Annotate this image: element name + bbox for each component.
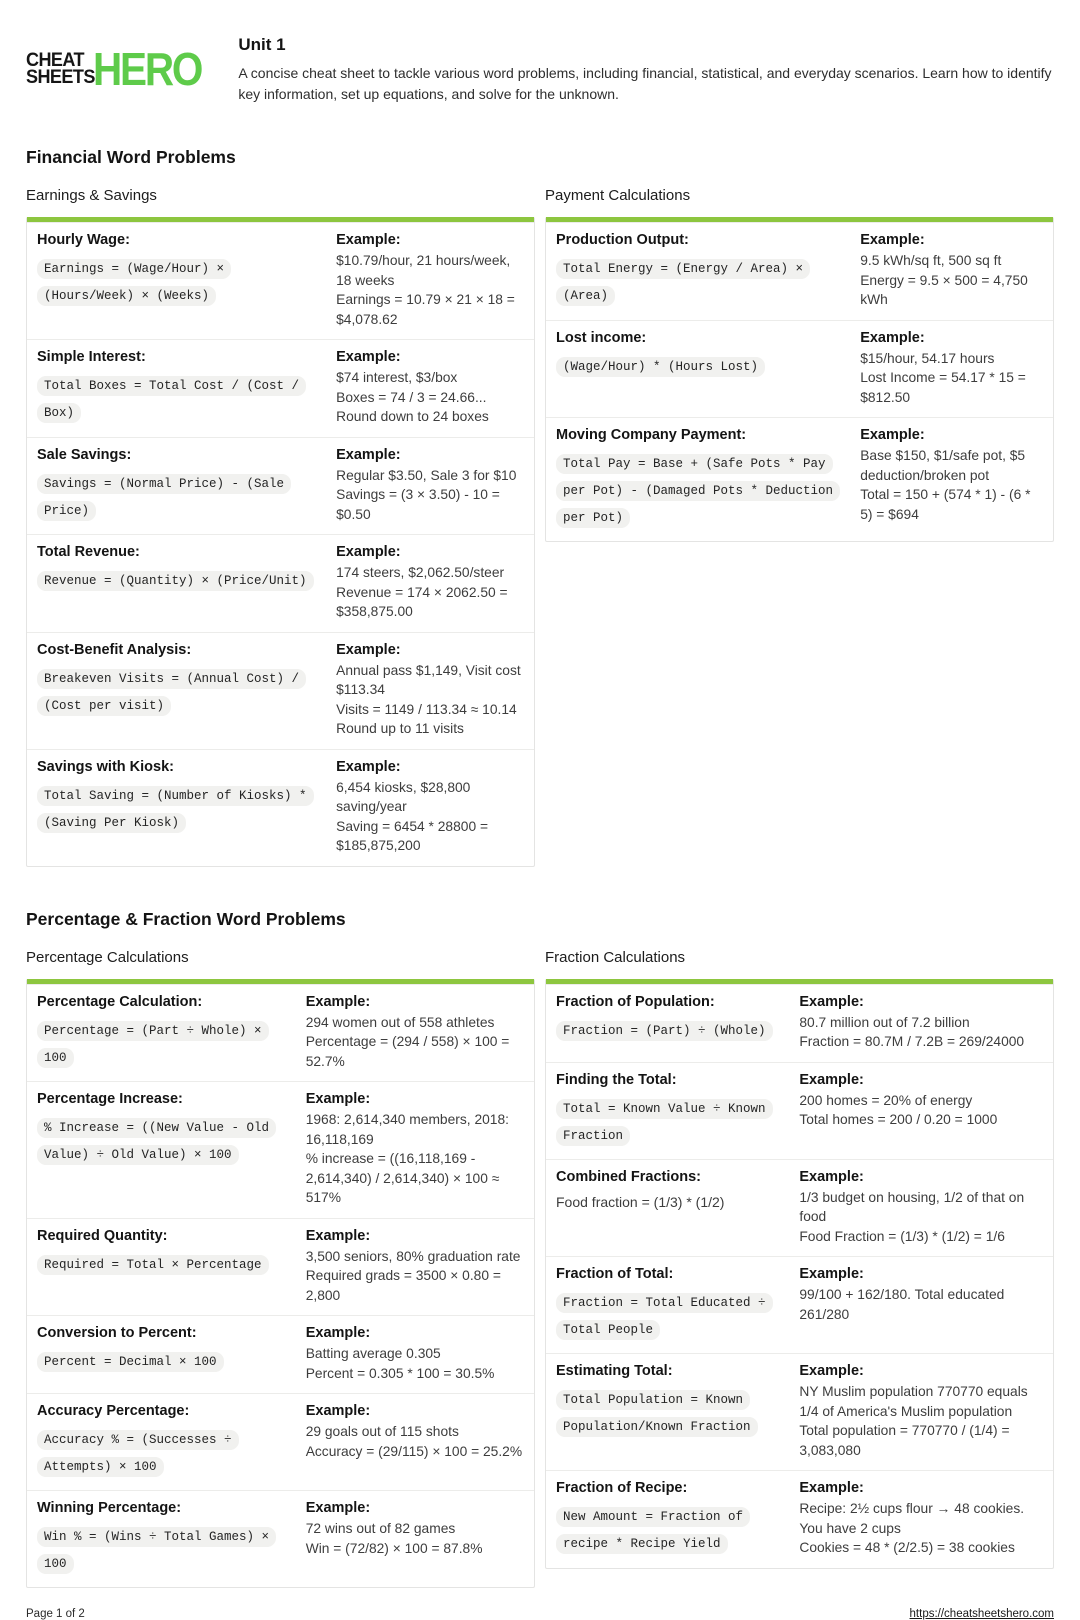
example-cell: [296, 1325, 534, 1383]
term-cell: [27, 642, 326, 739]
example-cell: [326, 759, 534, 856]
formula-row: [27, 984, 534, 1082]
example-cell: [789, 1169, 1053, 1247]
formula-row: [27, 437, 534, 535]
example-cell: [326, 447, 534, 525]
term-label: Savings with Kiosk:: [37, 758, 174, 775]
section: [26, 909, 1054, 1589]
example-label: Example:: [336, 232, 401, 248]
example-line: Saving = 6454 * 28800 = $185,875,200: [336, 818, 489, 853]
sections-container: [26, 105, 1054, 1588]
term-cell: [27, 759, 326, 856]
formula: [556, 1386, 779, 1440]
column: [26, 168, 535, 867]
term-label: Conversion to Percent:: [37, 1325, 197, 1341]
example-line: Total population = 770770 / (1/4) = 3,083,080: [799, 1423, 1010, 1458]
formula-row: [27, 1081, 534, 1218]
columns-wrap: [26, 168, 1054, 867]
card: [545, 217, 1054, 542]
example-line: Cookies = 48 * (2/2.5) = 38 cookies: [799, 1540, 1015, 1555]
example-cell: [789, 1266, 1053, 1343]
page-header: [26, 33, 1054, 105]
formula-code: Total Boxes = Total Cost / (Cost / Box): [37, 376, 306, 423]
column: [545, 930, 1054, 1569]
example-label: Example:: [860, 329, 925, 346]
site-link[interactable]: https://cheatsheetshero.com: [909, 1608, 1054, 1620]
term-cell: [546, 1169, 789, 1247]
formula-code: Total = Known Value ÷ Known Fraction: [556, 1099, 773, 1146]
term-label: Cost-Benefit Analysis:: [37, 641, 192, 658]
example-label: Example:: [799, 993, 864, 1010]
example-label: Example:: [336, 544, 401, 560]
example-line: Accuracy = (29/115) × 100 = 25.2%: [305, 1443, 523, 1459]
formula-row: [546, 1470, 1053, 1568]
formula-row: [27, 1218, 534, 1316]
example-line: Total = 150 + (574 * 1) - (6 * 5) = $694: [860, 487, 1031, 522]
formula-row: [546, 1159, 1053, 1257]
formula-code: % Increase = ((New Value - Old Value) ÷ Old Value) × 100: [37, 1118, 276, 1165]
term-cell: [27, 447, 326, 525]
example-label: Example:: [336, 758, 401, 775]
columns-wrap: [26, 930, 1054, 1589]
formula: [37, 1523, 286, 1577]
example-label: Example:: [799, 1168, 864, 1185]
term-cell: [27, 1228, 296, 1306]
example-line: Total homes = 200 / 0.20 = 1000: [799, 1112, 998, 1127]
example-line: Fraction = 80.7M / 7.2B = 269/24000: [799, 1034, 1025, 1049]
example-line: Round down to 24 boxes: [336, 409, 489, 424]
example-line: 9.5 kWh/sq ft, 500 sq ft: [860, 253, 1002, 268]
example-cell: [850, 427, 1053, 531]
term-label: Fraction of Recipe:: [556, 1480, 688, 1496]
example-label: Example:: [305, 1325, 371, 1341]
example-cell: [296, 1500, 534, 1577]
section-heading: Financial Word Problems: [26, 147, 236, 167]
formula-code: Win % = (Wins ÷ Total Games) × 100: [37, 1527, 276, 1574]
example-cell: [326, 349, 534, 427]
formula-code: Total Energy = (Energy / Area) × (Area): [556, 259, 810, 306]
example-label: Example:: [305, 1403, 371, 1419]
example-label: Example:: [305, 1227, 371, 1244]
column-subheading: Percentage Calculations: [26, 948, 189, 966]
term-label: Winning Percentage:: [37, 1500, 182, 1516]
section-heading: Percentage & Fraction Word Problems: [26, 908, 346, 929]
column-subheading: Fraction Calculations: [545, 948, 686, 966]
card: [545, 979, 1054, 1569]
example-line: Recipe: 2½ cups flour → 48 cookies.: [799, 1501, 1025, 1516]
example-line: Savings = (3 × 3.50) - 10 = $0.50: [336, 487, 500, 522]
term-cell: [27, 1091, 296, 1208]
term-cell: [546, 1480, 789, 1558]
example-line: Food Fraction = (1/3) * (1/2) = 1/6: [799, 1228, 1005, 1244]
example-line: Earnings = 10.79 × 21 × 18 = $4,078.62: [336, 292, 515, 327]
formula-row: [546, 1353, 1053, 1470]
page-description: A concise cheat sheet to tackle various word problems, including financial, statistical, and everyday scenarios. Learn how to identify key information, set up equations, and solve for the unknown.: [238, 65, 1052, 102]
formula-row: [27, 749, 534, 866]
example-line: 174 steers, $2,062.50/steer: [336, 565, 505, 580]
term-label: Sale Savings:: [37, 446, 132, 463]
card: [26, 217, 535, 867]
example-cell: [850, 232, 1053, 310]
example-line: You have 2 cups: [799, 1520, 901, 1536]
formula-code: Percent = Decimal × 100: [37, 1352, 224, 1372]
example-line: Regular $3.50, Sale 3 for $10: [336, 467, 517, 483]
term-label: Percentage Increase:: [37, 1091, 183, 1107]
example-line: Base $150, $1/safe pot, $5 deduction/broken pot: [860, 448, 1026, 483]
logo-line1: CHEAT: [26, 49, 84, 71]
term-cell: [546, 232, 850, 310]
example-cell: [789, 1480, 1053, 1558]
formula-code: Revenue = (Quantity) × (Price/Unit): [37, 571, 314, 591]
example-label: Example:: [305, 993, 371, 1010]
header-text-block: [238, 33, 1054, 105]
term-cell: [27, 544, 326, 622]
example-line: Round up to 11 visits: [336, 721, 464, 736]
example-line: 6,454 kiosks, $28,800 saving/year: [336, 779, 471, 814]
formula: [37, 1426, 286, 1480]
formula-row: [27, 1393, 534, 1490]
term-label: Lost income:: [556, 329, 647, 346]
term-cell: [546, 330, 850, 408]
formula-row: [27, 339, 534, 437]
term-label: Hourly Wage:: [37, 232, 130, 248]
example-cell: [326, 544, 534, 622]
formula: [37, 372, 316, 426]
example-label: Example:: [860, 232, 925, 248]
term-cell: [546, 427, 850, 531]
column-subheading: Earnings & Savings: [26, 187, 157, 204]
term-cell: [27, 1500, 296, 1577]
example-line: Boxes = 74 / 3 = 24.66...: [336, 389, 487, 405]
formula-code: Required = Total × Percentage: [37, 1255, 269, 1275]
example-cell: [326, 232, 534, 329]
page-number: Page 1 of 2: [26, 1608, 85, 1620]
term-label: Simple Interest:: [37, 349, 146, 365]
example-line: Annual pass $1,149, Visit cost $113.34: [336, 662, 521, 697]
example-line: Required grads = 3500 × 0.80 = 2,800: [305, 1268, 501, 1303]
example-label: Example:: [336, 349, 401, 365]
example-cell: [296, 1403, 534, 1480]
term-label: Percentage Calculation:: [37, 993, 203, 1010]
example-line: $10.79/hour, 21 hours/week, 18 weeks: [336, 253, 511, 288]
term-label: Fraction of Total:: [556, 1266, 674, 1282]
example-line: Energy = 9.5 × 500 = 4,750 kWh: [860, 272, 1028, 307]
page-footer: [26, 1588, 1054, 1620]
example-line: Lost Income = 54.17 * 15 = $812.50: [860, 370, 1026, 405]
formula: [556, 1095, 779, 1149]
formula: [556, 255, 840, 309]
column: [26, 930, 535, 1589]
page-title: Unit 1: [238, 35, 286, 54]
column: [545, 168, 1054, 542]
example-line: 29 goals out of 115 shots: [305, 1424, 459, 1439]
term-cell: [27, 349, 326, 427]
section: [26, 147, 1054, 867]
example-cell: [850, 330, 1053, 408]
formula-row: [546, 222, 1053, 320]
term-label: Production Output:: [556, 232, 689, 248]
formula: [556, 1017, 779, 1044]
formula: [556, 353, 840, 380]
formula: [556, 1289, 779, 1343]
example-line: Batting average 0.305: [305, 1346, 441, 1361]
example-cell: [296, 994, 534, 1072]
example-line: $74 interest, $3/box: [336, 370, 458, 385]
formula: [37, 255, 316, 309]
example-line: 1/3 budget on housing, 1/2 of that on food: [799, 1189, 1025, 1224]
formula-row: [546, 320, 1053, 418]
formula-code: Earnings = (Wage/Hour) × (Hours/Week) × (Weeks): [37, 259, 231, 306]
example-line: Percentage = (294 / 558) × 100 = 52.7%: [305, 1034, 510, 1069]
formula-code: Fraction = (Part) ÷ (Whole): [556, 1021, 773, 1041]
example-label: Example:: [799, 1363, 864, 1379]
example-line: 294 women out of 558 athletes: [305, 1014, 495, 1030]
formula: [37, 1348, 286, 1375]
example-cell: [789, 1072, 1053, 1149]
formula-plain: Food fraction = (1/3) * (1/2): [556, 1193, 725, 1210]
formula-code: Breakeven Visits = (Annual Cost) / (Cost per visit): [37, 669, 306, 716]
example-cell: [789, 1363, 1053, 1460]
term-cell: [27, 1325, 296, 1383]
formula-row: [27, 632, 534, 749]
formula-row: [546, 1062, 1053, 1159]
formula-row: [27, 1315, 534, 1393]
logo-line2: SHEETS: [26, 67, 95, 88]
card: [26, 979, 535, 1589]
example-label: Example:: [799, 1480, 864, 1496]
example-line: 72 wins out of 82 games: [305, 1521, 456, 1536]
formula-row: [546, 417, 1053, 541]
example-line: Revenue = 174 × 2062.50 = $358,875.00: [336, 584, 508, 619]
formula-code: Total Saving = (Number of Kiosks) * (Saving Per Kiosk): [37, 786, 314, 833]
example-line: Win = (72/82) × 100 = 87.8%: [305, 1540, 483, 1556]
term-label: Finding the Total:: [556, 1071, 677, 1088]
example-line: % increase = ((16,118,169 - 2,614,340) / 2,614,340) × 100 ≈ 517%: [305, 1151, 500, 1205]
term-cell: [27, 994, 296, 1072]
term-label: Combined Fractions:: [556, 1168, 702, 1185]
term-label: Accuracy Percentage:: [37, 1403, 190, 1419]
example-label: Example:: [799, 1266, 864, 1282]
formula-code: Total Population = Known Population/Known Fraction: [556, 1390, 758, 1437]
example-line: 99/100 + 162/180. Total educated 261/280: [799, 1287, 1005, 1322]
formula: [37, 470, 316, 524]
example-line: 200 homes = 20% of energy: [799, 1092, 973, 1108]
formula-code: Percentage = (Part ÷ Whole) × 100: [37, 1021, 269, 1068]
formula: [556, 450, 840, 531]
example-cell: [789, 994, 1053, 1052]
term-label: Total Revenue:: [37, 544, 140, 560]
formula-code: Accuracy % = (Successes ÷ Attempts) × 100: [37, 1430, 239, 1477]
example-line: 1968: 2,614,340 members, 2018: 16,118,169: [305, 1112, 509, 1147]
formula-code: Fraction = Total Educated ÷ Total People: [556, 1293, 773, 1340]
formula: [37, 1114, 286, 1168]
example-label: Example:: [305, 1500, 371, 1516]
example-line: 3,500 seniors, 80% graduation rate: [305, 1248, 521, 1264]
example-label: Example:: [860, 427, 925, 443]
formula: [37, 665, 316, 719]
formula-code: Total Pay = Base + (Safe Pots * Pay per Pot) - (Damaged Pots * Deduction per Pot): [556, 454, 840, 528]
cheatsheetshero-logo: [26, 43, 216, 95]
formula: [556, 1503, 779, 1557]
term-cell: [27, 1403, 296, 1480]
formula: [37, 1017, 286, 1071]
term-label: Estimating Total:: [556, 1363, 673, 1379]
term-cell: [546, 994, 789, 1052]
formula-row: [546, 984, 1053, 1062]
example-label: Example:: [336, 641, 401, 658]
formula-code: New Amount = Fraction of recipe * Recipe Yield: [556, 1507, 750, 1554]
column-subheading: Payment Calculations: [545, 187, 691, 204]
example-line: $15/hour, 54.17 hours: [860, 350, 995, 366]
term-cell: [27, 232, 326, 329]
example-line: NY Muslim population 770770 equals 1/4 of America's Muslim population: [799, 1384, 1028, 1419]
formula-row: [27, 222, 534, 339]
formula-code: (Wage/Hour) * (Hours Lost): [556, 357, 765, 377]
formula-row: [546, 1256, 1053, 1353]
example-cell: [296, 1228, 534, 1306]
example-cell: [296, 1091, 534, 1208]
formula-row: [27, 1490, 534, 1587]
example-cell: [326, 642, 534, 739]
example-label: Example:: [336, 446, 401, 463]
term-cell: [546, 1363, 789, 1460]
formula-row: [27, 534, 534, 632]
formula: [37, 567, 316, 594]
term-label: Fraction of Population:: [556, 993, 715, 1010]
logo-wordmark: [26, 49, 95, 88]
example-line: 80.7 million out of 7.2 billion: [799, 1014, 970, 1030]
term-label: Moving Company Payment:: [556, 427, 747, 443]
term-label: Required Quantity:: [37, 1227, 168, 1244]
logo-hero-text: HERO: [93, 43, 202, 95]
example-label: Example:: [305, 1091, 371, 1107]
term-cell: [546, 1266, 789, 1343]
formula-code: Savings = (Normal Price) - (Sale Price): [37, 474, 291, 521]
example-line: Visits = 1149 / 113.34 ≈ 10.14: [336, 701, 517, 717]
example-line: Percent = 0.305 * 100 = 30.5%: [305, 1365, 495, 1381]
example-label: Example:: [799, 1071, 864, 1088]
formula: [37, 1251, 286, 1278]
formula: [37, 782, 316, 836]
term-cell: [546, 1072, 789, 1149]
